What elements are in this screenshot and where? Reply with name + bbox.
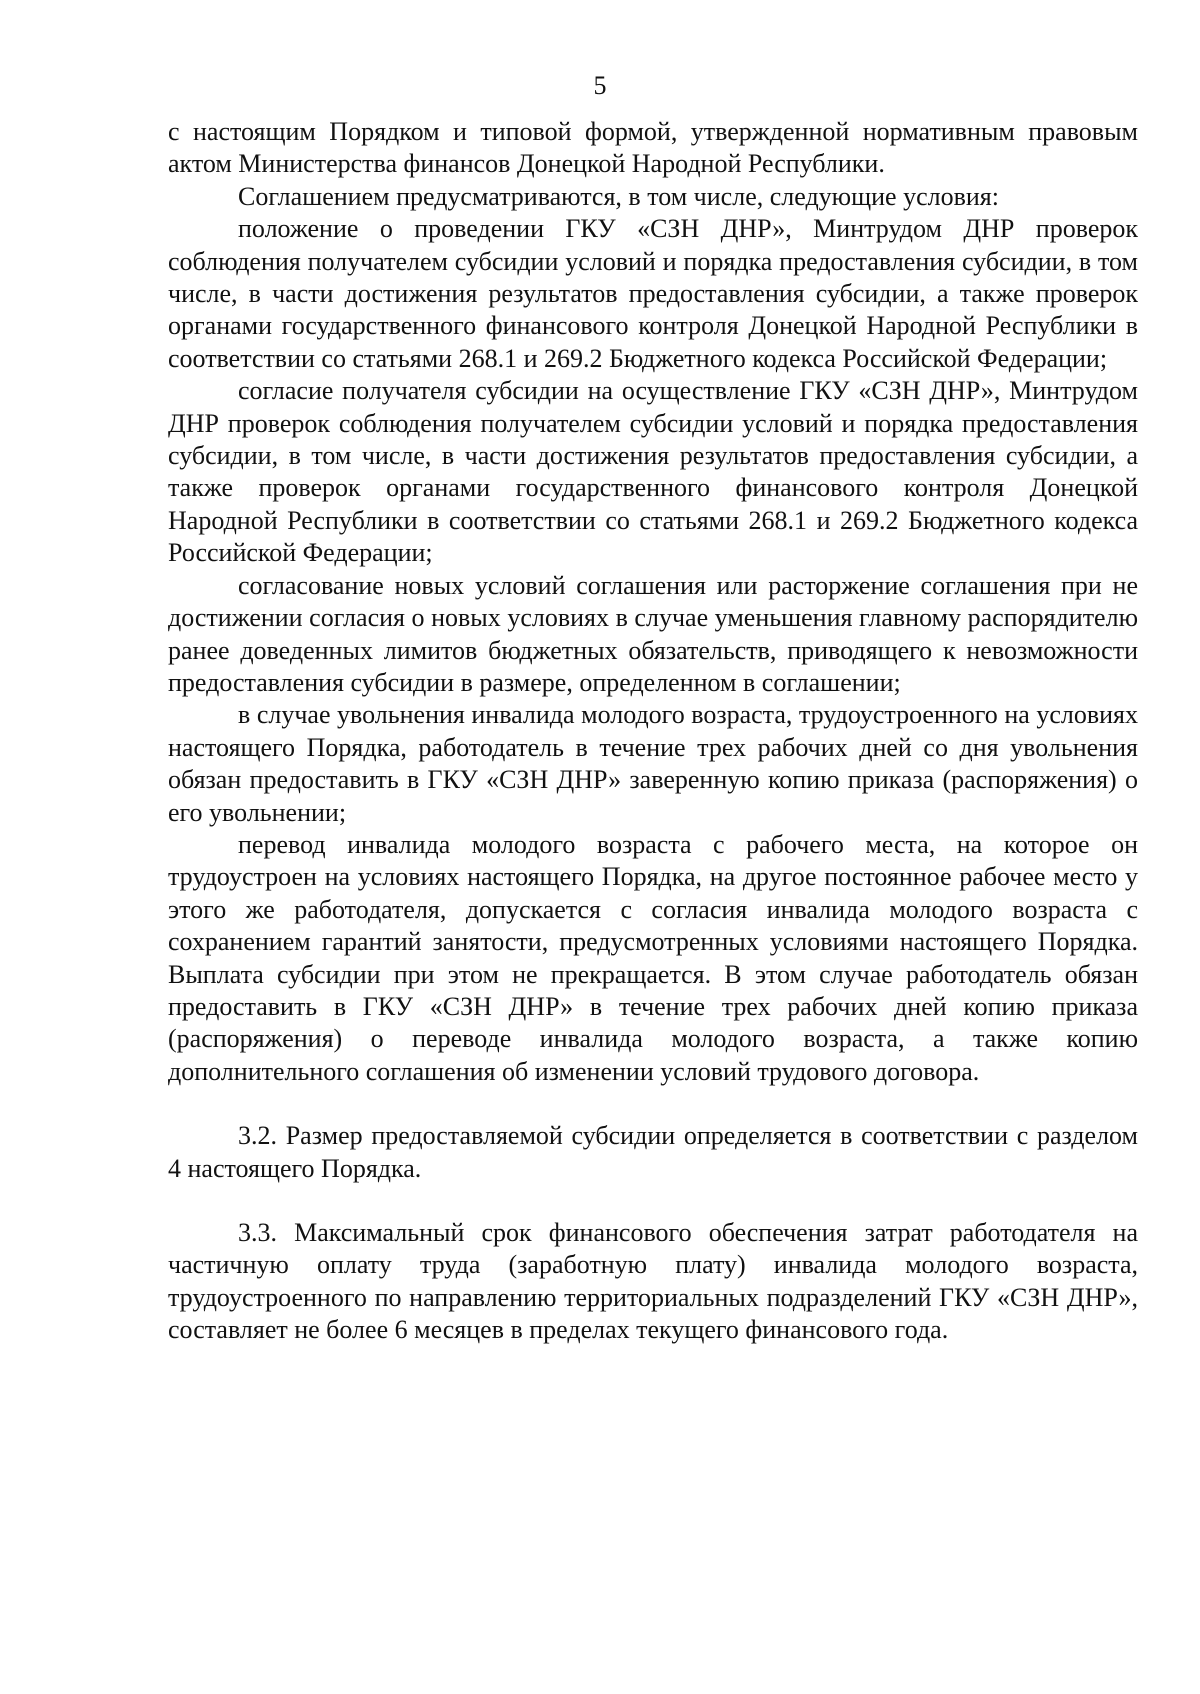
paragraph-section-3-3: 3.3. Максимальный срок финансового обеспечения затрат работодателя на частичную оплату труда (заработную плату) инвалида молодого возраста, трудоустроенного по направлению территориальных подразделений ГКУ «СЗН ДНР», составляет не более 6 месяцев в пределах текущего финансового года. — [168, 1218, 1138, 1345]
document-body — [168, 116, 1138, 1347]
paragraph-dismissal: в случае увольнения инвалида молодого возраста, трудоустроенного на условиях настоящего Порядка, работодатель в течение трех рабочих дней со дня увольнения обязан предоставить в ГКУ «СЗН ДНР» заверенную копию приказа (распоряжения) о его увольнении; — [168, 700, 1138, 827]
page-number: 5 — [593, 71, 607, 100]
paragraph-conditions-intro: Соглашением предусматриваются, в том числе, следующие условия: — [238, 181, 999, 211]
paragraph-inspection-provision: положение о проведении ГКУ «СЗН ДНР», Минтрудом ДНР проверок соблюдения получателем субсидии условий и порядка предоставления субсидии, в том числе, в части достижения результатов предоставления субсидии, а также проверок органами государственного финансового контроля Донецкой Народной Республики в соответствии со статьями 268.1 и 269.2 Бюджетного кодекса Российской Федерации; — [168, 214, 1138, 373]
paragraph-section-3-2: 3.2. Размер предоставляемой субсидии определяется в соответствии с разделом 4 настоящего Порядка. — [168, 1121, 1138, 1183]
paragraph-continuation: с настоящим Порядком и типовой формой, утвержденной нормативным правовым актом Министерства финансов Донецкой Народной Республики. — [168, 117, 1138, 179]
paragraph-recipient-consent: согласие получателя субсидии на осуществление ГКУ «СЗН ДНР», Минтрудом ДНР проверок соблюдения получателем субсидии условий и порядка предоставления субсидии, в том числе, в части достижения результатов предоставления субсидии, а также проверок органами государственного финансового контроля Донецкой Народной Республики в соответствии со статьями 268.1 и 269.2 Бюджетного кодекса Российской Федерации; — [168, 376, 1138, 568]
paragraph-new-conditions: согласование новых условий соглашения или расторжение соглашения при не достижении согласия о новых условиях в случае уменьшения главному распорядителю ранее доведенных лимитов бюджетных обязательств, приводящего к невозможности предоставления субсидии в размере, определенном в соглашении; — [168, 570, 1138, 697]
paragraph-transfer: перевод инвалида молодого возраста с рабочего места, на которое он трудоустроен на условиях настоящего Порядка, на другое постоянное рабочее место у этого же работодателя, допускается с согласия инвалида молодого возраста с сохранением гарантий занятости, предусмотренных условиями настоящего Порядка. Выплата субсидии при этом не прекращается. В этом случае работодатель обязан предоставить в ГКУ «СЗН ДНР» в течение трех рабочих дней копию приказа (распоряжения) о переводе инвалида молодого возраста, а также копию дополнительного соглашения об изменении условий трудового договора. — [168, 829, 1138, 1086]
